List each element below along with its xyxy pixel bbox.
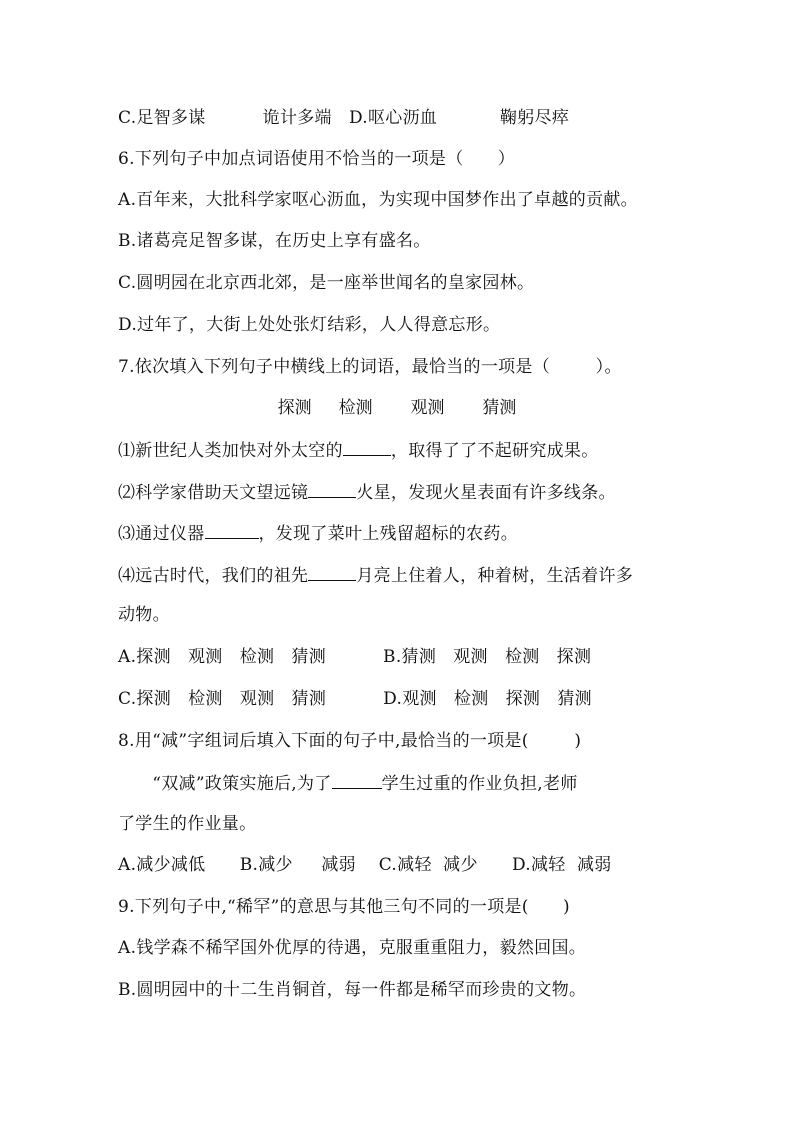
fill-blank-2 — [308, 479, 356, 498]
question-7-sentence-4 — [118, 562, 633, 588]
question-8-sentence-cont: 了学生的作业量。 — [118, 814, 257, 834]
sentence-3-part-a: ⑶通过仪器 — [118, 524, 205, 544]
sentence-1-part-a: ⑴新世纪人类加快对外太空的 — [118, 441, 343, 461]
question-7-options-ab: A.探测 观测 检测 猜测 B.猜测 观测 检测 探测 — [118, 647, 592, 667]
question-7-sentence-4-cont: 动物。 — [118, 605, 170, 625]
sentence-2-part-a: ⑵科学家借助天文望远镜 — [118, 483, 309, 503]
question-5-options-cd: C.足智多谋 诡计多端 D.呕心沥血 鞠躬尽瘁 — [118, 108, 570, 128]
sentence-3-part-b: ，发现了菜叶上残留超标的农药。 — [258, 524, 518, 544]
question-9-option-b: B.圆明园中的十二生肖铜首，每一件都是稀罕而珍贵的文物。 — [118, 980, 587, 1000]
question-6-option-a: A.百年来，大批科学家呕心沥血，为实现中国梦作出了卓越的贡献。 — [118, 190, 638, 210]
question-8-stem: 8.用“减”字组词后填入下面的句子中,最恰当的一项是( ) — [118, 731, 582, 751]
fill-blank-1 — [343, 437, 391, 456]
sentence-1-part-b: ，取得了了不起研究成果。 — [390, 441, 599, 461]
question-6-option-c: C.圆明园在北京西北郊，是一座举世闻名的皇家园林。 — [118, 273, 535, 293]
question-9-stem: 9.下列句子中,“稀罕”的意思与其他三句不同的一项是( ) — [118, 897, 570, 917]
question-6-stem: 6.下列句子中加点词语使用不恰当的一项是（ ） — [118, 149, 516, 169]
sentence-4-part-a: ⑷远古时代，我们的祖先 — [118, 566, 309, 586]
fill-blank-4 — [308, 562, 356, 581]
question-8-sentence-part-b: 学生过重的作业负担,老师 — [381, 774, 578, 794]
question-7-options-cd: C.探测 检测 观测 猜测 D.观测 检测 探测 猜测 — [118, 689, 592, 709]
question-7-sentence-1 — [118, 437, 599, 463]
question-7-word-bank: 探测 检测 观测 猜测 — [277, 398, 517, 418]
question-8-options: A.减少减低 B.减少 减弱 C.减轻 减少 D.减轻 减弱 — [118, 855, 612, 875]
question-8-sentence-part-a: “双减”政策实施后,为了 — [118, 774, 332, 794]
question-6-option-d: D.过年了，大街上处处张灯结彩，人人得意忘形。 — [118, 315, 501, 335]
question-9-option-a: A.钱学森不稀罕国外优厚的待遇，克服重重阻力，毅然回国。 — [118, 938, 587, 958]
fill-blank-5 — [332, 770, 382, 789]
fill-blank-3 — [205, 520, 259, 539]
question-7-stem: 7.依次填入下列句子中横线上的词语，最恰当的一项是（ ）。 — [118, 357, 622, 377]
question-7-sentence-2 — [118, 479, 616, 505]
question-6-option-b: B.诸葛亮足智多谋，在历史上享有盛名。 — [118, 231, 431, 251]
sentence-4-part-b: 月亮上住着人，种着树，生活着许多 — [356, 566, 634, 586]
question-8-sentence — [118, 770, 578, 796]
question-7-sentence-3 — [118, 520, 518, 546]
sentence-2-part-b: 火星，发现火星表面有许多线条。 — [356, 483, 616, 503]
